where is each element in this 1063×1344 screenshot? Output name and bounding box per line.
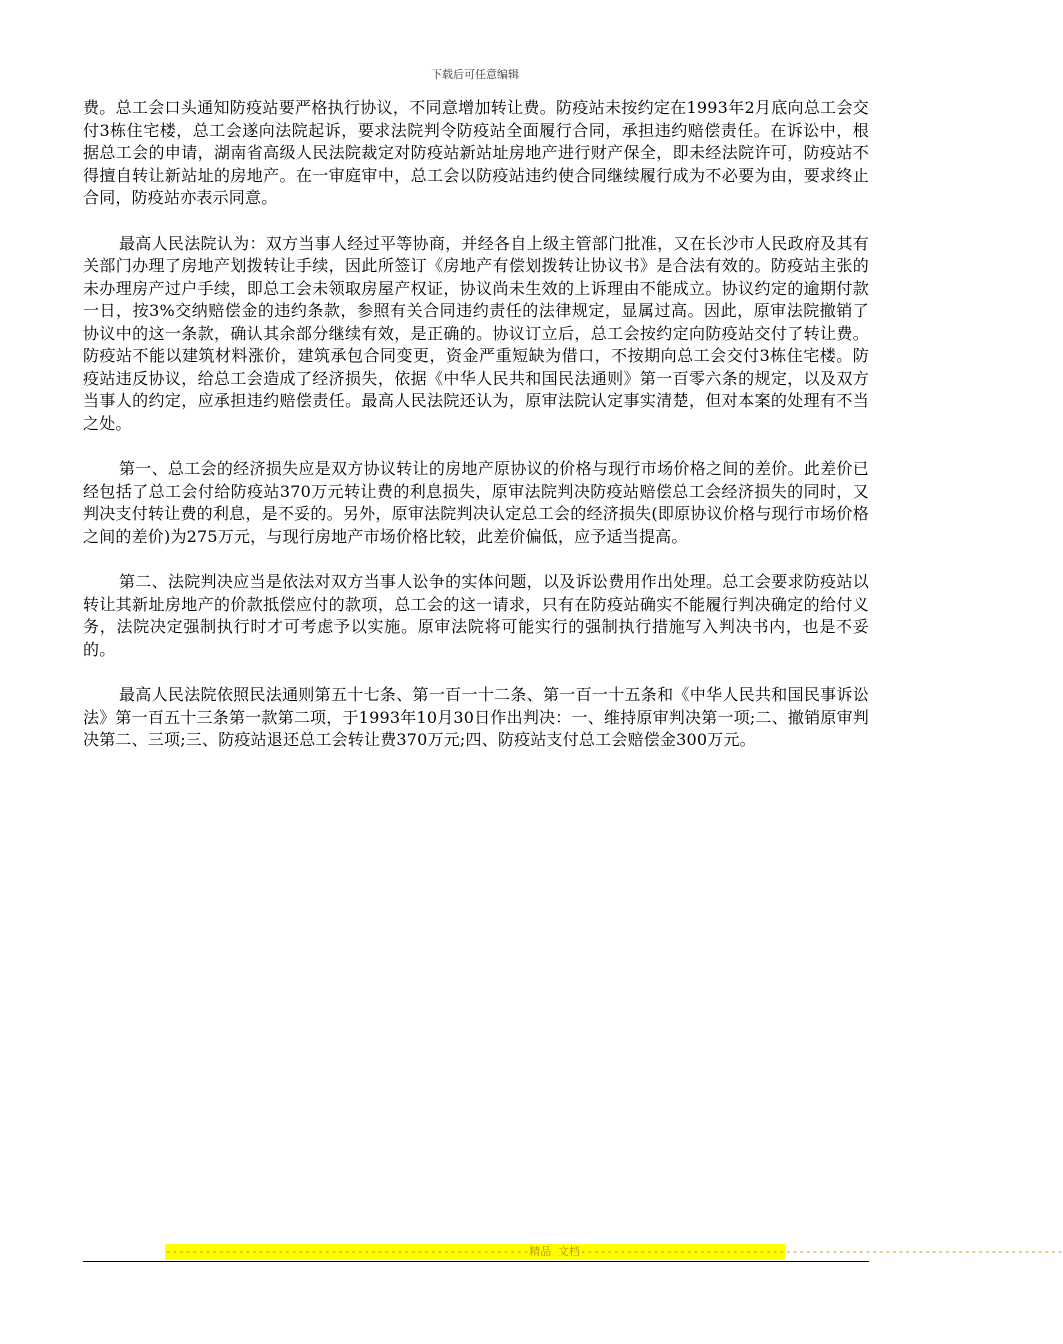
paragraph-4: 第二、法院判决应当是依法对双方当事人讼争的实体问题，以及诉讼费用作出处理。总工会要求防疫站以转让其新址房地产的价款抵偿应付的款项，总工会的这一请求，只有在防疫站确实不能履行判决确定的给付义务，法院决定强制执行时才可考虑予以实施。原审法院将可能实行的强制执行措施写入判决书内，也是不妥的。 <box>83 572 869 659</box>
paragraph-2: 最高人民法院认为：双方当事人经过平等协商，并经各自上级主管部门批准，又在长沙市人民政府及其有关部门办理了房地产划拨转让手续，因此所签订《房地产有偿划拨转让协议书》是合法有效的。防疫站主张的未办理房产过户手续，即总工会未领取房屋产权证，协议尚未生效的上诉理由不能成立。协议约定的逾期付款一日，按3%交纳赔偿金的违约条款，参照有关合同违约责任的法律规定，显属过高。因此，原审法院撤销了协议中的这一条款，确认其余部分继续有效，是正确的。协议订立后，总工会按约定向防疫站交付了转让费。防疫站不能以建筑材料涨价，建筑承包合同变更，资金严重短缺为借口，不按期向总工会交付3栋住宅楼。防疫站违反协议，给总工会造成了经济损失，依据《中华人民共和国民法通则》第一百零六条的规定，以及双方当事人的约定，应承担违约赔偿责任。最高人民法院还认为，原审法院认定事实清楚，但对本案的处理有不当之处。 <box>83 233 869 433</box>
document-body <box>83 97 869 775</box>
page-header-note: 下载后可任意编辑 <box>431 68 519 81</box>
paragraph-3: 第一、总工会的经济损失应是双方协议转让的房地产原协议的价格与现行市场价格之间的差价。此差价已经包括了总工会付给防疫站370万元转让费的利息损失，原审法院判决防疫站赔偿总工会经济损失的同时，又判决支付转让费的利息，是不妥的。另外，原审法院判决认定总工会的经济损失(即原协议价格与现行市场价格之间的差价)为275万元，与现行房地产市场价格比较，此差价偏低，应予适当提高。 <box>83 459 869 546</box>
footer-divider <box>83 1261 869 1262</box>
paragraph-1: 费。总工会口头通知防疫站要严格执行协议，不同意增加转让费。防疫站未按约定在1993年2月底向总工会交付3栋住宅楼，总工会遂向法院起诉，要求法院判令防疫站全面履行合同，承担违约赔偿责任。在诉讼中，根据总工会的申请，湖南省高级人民法院裁定对防疫站新站址房地产进行财产保全，即未经法院许可，防疫站不得擅自转让新站址的房地产。在一审庭审中，总工会以防疫站违约使合同继续履行成为不必要为由，要求终止合同，防疫站亦表示同意。 <box>83 98 869 207</box>
footer-watermark-banner: -------------------------------------------------------精品 文档------------------------------------------------------------------------- <box>165 1245 1063 1258</box>
paragraph-5: 最高人民法院依照民法通则第五十七条、第一百一十二条、第一百一十五条和《中华人民共和国民事诉讼法》第一百五十三条第一款第二项，于1993年10月30日作出判决：一、维持原审判决第一项;二、撤销原审判决第二、三项;三、防疫站退还总工会转让费370万元;四、防疫站支付总工会赔偿金300万元。 <box>83 685 869 749</box>
